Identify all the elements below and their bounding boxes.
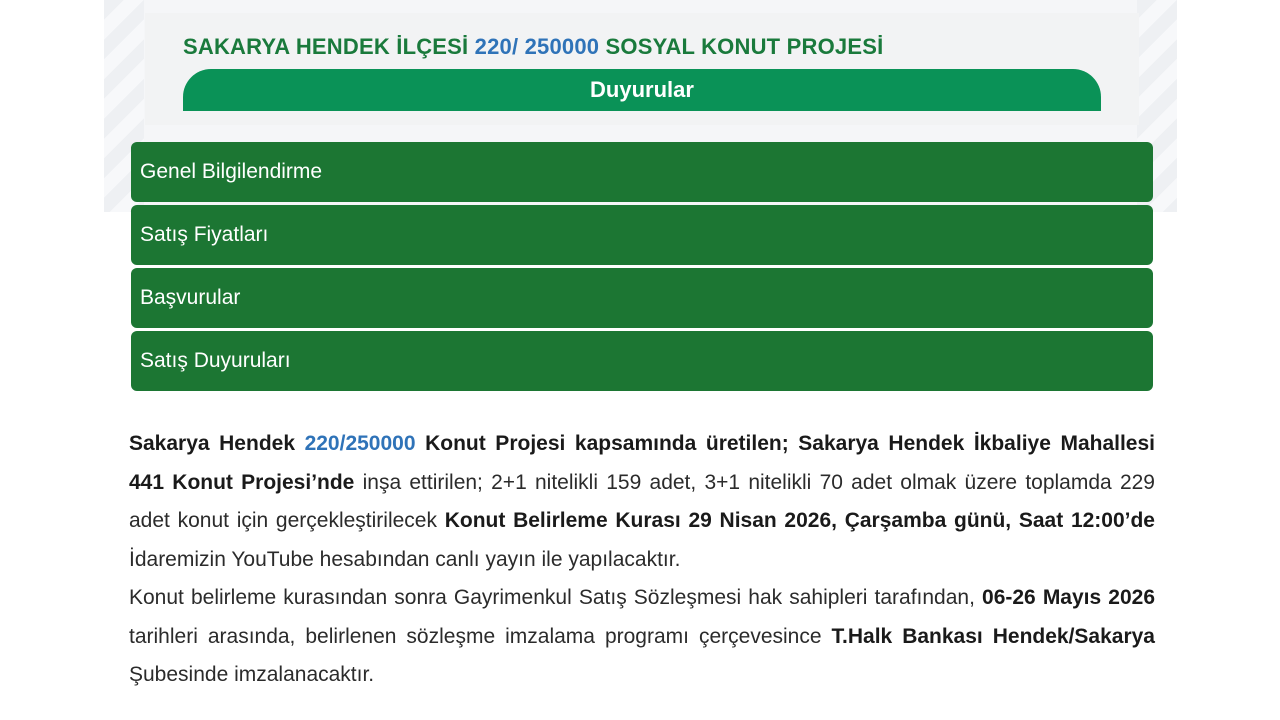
menu-item-satis-fiyatlari[interactable]: Satış Fiyatları bbox=[131, 205, 1153, 265]
p2-text-a: Konut belirleme kurasından sonra Gayrimenkul Satış Sözleşmesi hak sahipleri tarafından, bbox=[129, 586, 983, 609]
project-title-number: 220/ 250000 bbox=[474, 34, 600, 59]
project-title bbox=[183, 34, 883, 60]
project-title-part2: SOSYAL KONUT PROJESİ bbox=[599, 34, 884, 59]
p2-contract-dates: 06-26 Mayıs 2026 bbox=[982, 586, 1155, 609]
p2-bank-branch: T.Halk Bankası Hendek/Sakarya bbox=[831, 624, 1155, 648]
menu-item-satis-duyurulari[interactable]: Satış Duyuruları bbox=[131, 331, 1153, 391]
accordion-menu bbox=[131, 142, 1153, 394]
p2-text-e: Şubesinde imzalanacaktır. bbox=[129, 663, 375, 686]
menu-item-basvurular[interactable]: Başvurular bbox=[131, 268, 1153, 328]
project-title-part1: SAKARYA HENDEK İLÇESİ bbox=[183, 34, 475, 59]
paragraph-2 bbox=[129, 579, 1155, 695]
p1-text-a: Sakarya Hendek bbox=[129, 432, 305, 455]
menu-item-genel-bilgilendirme[interactable]: Genel Bilgilendirme bbox=[131, 142, 1153, 202]
announcement-content bbox=[129, 425, 1155, 695]
p1-lottery-date: Konut Belirleme Kurası 29 Nisan 2026, Çarşamba günü, Saat 12:00’de bbox=[444, 509, 1155, 532]
announcements-tab[interactable]: Duyurular bbox=[183, 69, 1101, 111]
p2-text-c: tarihleri arasında, belirlenen sözleşme imzalama programı çerçevesince bbox=[129, 624, 832, 648]
paragraph-1 bbox=[129, 425, 1155, 579]
p1-text-c: inşa ettirilen; 2+1 nitelikli 159 adet, 3+1 nitelikli 70 adet olmak üzere toplamda 229 adet konut için gerçekleştirilecek bbox=[129, 470, 1155, 532]
p1-text-b: Konut Projesi kapsamında üretilen; Sakarya Hendek İkbaliye Mahallesi 441 Konut Projesi’nde bbox=[129, 432, 1155, 494]
p1-project-number: 220/250000 bbox=[304, 432, 416, 455]
p1-text-e: İdaremizin YouTube hesabından canlı yayın ile yapılacaktır. bbox=[129, 547, 681, 571]
